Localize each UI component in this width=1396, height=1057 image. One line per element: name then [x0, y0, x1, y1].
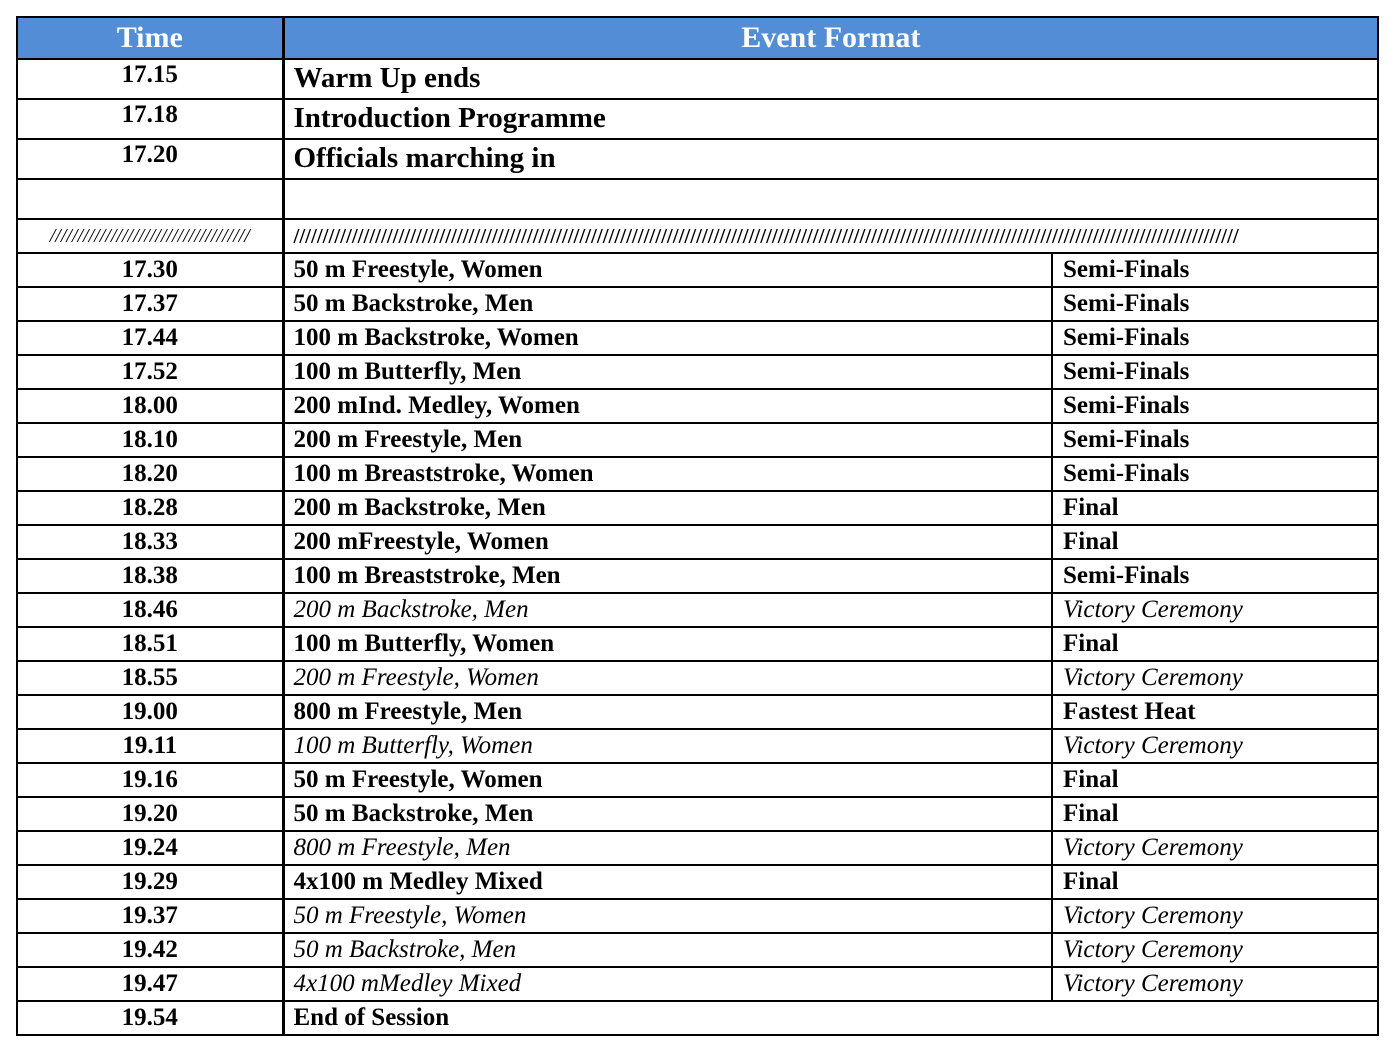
- event-name: 100 m Breaststroke, Women: [283, 457, 1052, 491]
- event-name: 100 m Butterfly, Women: [283, 627, 1052, 661]
- event-time: 18.00: [17, 389, 283, 423]
- event-time: 19.37: [17, 899, 283, 933]
- event-format: Final: [1052, 763, 1378, 797]
- separator-event: //////////////////////////////////////////////////////////////////////////////////////////////////////////////////////////////////////////////////////////////////: [283, 219, 1378, 253]
- event-time: 19.11: [17, 729, 283, 763]
- event-name: 100 m Butterfly, Men: [283, 355, 1052, 389]
- event-name: 800 m Freestyle, Men: [283, 831, 1052, 865]
- event-format: Semi-Finals: [1052, 389, 1378, 423]
- event-row: [17, 355, 1378, 389]
- event-time: 17.44: [17, 321, 283, 355]
- event-format: Final: [1052, 525, 1378, 559]
- event-row: [17, 627, 1378, 661]
- ceremony-row: [17, 831, 1378, 865]
- separator-time: ////////////////////////////////////: [17, 219, 283, 253]
- ceremony-row: [17, 661, 1378, 695]
- event-name: 100 m Breaststroke, Men: [283, 559, 1052, 593]
- event-name: 50 m Backstroke, Men: [283, 933, 1052, 967]
- time-column-header: Time: [17, 17, 283, 59]
- closing-time: 19.54: [17, 1001, 283, 1035]
- event-name: 200 m Freestyle, Women: [283, 661, 1052, 695]
- event-format: Semi-Finals: [1052, 355, 1378, 389]
- event-format: Final: [1052, 865, 1378, 899]
- event-row: [17, 457, 1378, 491]
- event-row: [17, 389, 1378, 423]
- intro-event: [283, 179, 1378, 219]
- event-time: 19.16: [17, 763, 283, 797]
- header-row: [17, 17, 1378, 59]
- event-format: Final: [1052, 797, 1378, 831]
- event-time: 17.37: [17, 287, 283, 321]
- event-name: 800 m Freestyle, Men: [283, 695, 1052, 729]
- event-time: 19.00: [17, 695, 283, 729]
- intro-row: [17, 59, 1378, 99]
- event-time: 18.33: [17, 525, 283, 559]
- event-time: 17.30: [17, 253, 283, 287]
- ceremony-row: [17, 967, 1378, 1001]
- event-time: 18.51: [17, 627, 283, 661]
- event-time: 17.52: [17, 355, 283, 389]
- event-format: Victory Ceremony: [1052, 967, 1378, 1001]
- schedule-table: [16, 16, 1379, 1036]
- ceremony-row: [17, 729, 1378, 763]
- event-row: [17, 797, 1378, 831]
- event-format: Semi-Finals: [1052, 253, 1378, 287]
- event-time: 19.24: [17, 831, 283, 865]
- closing-row: [17, 1001, 1378, 1035]
- event-row: [17, 763, 1378, 797]
- event-row: [17, 321, 1378, 355]
- event-row: [17, 865, 1378, 899]
- event-row: [17, 695, 1378, 729]
- intro-time: 17.15: [17, 59, 283, 99]
- event-format: Semi-Finals: [1052, 457, 1378, 491]
- event-name: 200 m Freestyle, Men: [283, 423, 1052, 457]
- intro-row: [17, 139, 1378, 179]
- event-format-column-header: Event Format: [283, 17, 1378, 59]
- event-time: 19.47: [17, 967, 283, 1001]
- event-row: [17, 423, 1378, 457]
- event-name: 50 m Backstroke, Men: [283, 287, 1052, 321]
- ceremony-row: [17, 593, 1378, 627]
- event-format: Victory Ceremony: [1052, 661, 1378, 695]
- event-name: 50 m Freestyle, Women: [283, 763, 1052, 797]
- separator-row: [17, 219, 1378, 253]
- intro-event: Introduction Programme: [283, 99, 1378, 139]
- event-row: [17, 525, 1378, 559]
- event-format: Victory Ceremony: [1052, 933, 1378, 967]
- intro-event: Officials marching in: [283, 139, 1378, 179]
- event-format: Victory Ceremony: [1052, 593, 1378, 627]
- event-format: Victory Ceremony: [1052, 831, 1378, 865]
- event-name: 200 m Backstroke, Men: [283, 593, 1052, 627]
- event-format: Final: [1052, 627, 1378, 661]
- event-name: 200 mFreestyle, Women: [283, 525, 1052, 559]
- event-name: 100 m Butterfly, Women: [283, 729, 1052, 763]
- event-time: 18.10: [17, 423, 283, 457]
- event-format: Final: [1052, 491, 1378, 525]
- event-name: 4x100 m Medley Mixed: [283, 865, 1052, 899]
- event-format: Victory Ceremony: [1052, 899, 1378, 933]
- event-format: Fastest Heat: [1052, 695, 1378, 729]
- intro-time: 17.20: [17, 139, 283, 179]
- ceremony-row: [17, 933, 1378, 967]
- event-time: 18.20: [17, 457, 283, 491]
- event-time: 19.29: [17, 865, 283, 899]
- event-name: 100 m Backstroke, Women: [283, 321, 1052, 355]
- intro-row-empty: [17, 179, 1378, 219]
- event-name: 50 m Freestyle, Women: [283, 899, 1052, 933]
- event-name: 4x100 mMedley Mixed: [283, 967, 1052, 1001]
- intro-row: [17, 99, 1378, 139]
- event-format: Victory Ceremony: [1052, 729, 1378, 763]
- event-format: Semi-Finals: [1052, 423, 1378, 457]
- closing-event: End of Session: [283, 1001, 1378, 1035]
- event-format: Semi-Finals: [1052, 287, 1378, 321]
- intro-time: 17.18: [17, 99, 283, 139]
- intro-event: Warm Up ends: [283, 59, 1378, 99]
- event-row: [17, 559, 1378, 593]
- event-name: 200 m Backstroke, Men: [283, 491, 1052, 525]
- ceremony-row: [17, 899, 1378, 933]
- event-time: 19.42: [17, 933, 283, 967]
- event-format: Semi-Finals: [1052, 559, 1378, 593]
- event-time: 18.28: [17, 491, 283, 525]
- event-row: [17, 491, 1378, 525]
- event-time: 18.46: [17, 593, 283, 627]
- event-row: [17, 253, 1378, 287]
- schedule-body: [17, 59, 1378, 1035]
- event-time: 18.55: [17, 661, 283, 695]
- intro-time: [17, 179, 283, 219]
- event-name: 200 mInd. Medley, Women: [283, 389, 1052, 423]
- event-time: 18.38: [17, 559, 283, 593]
- event-row: [17, 287, 1378, 321]
- event-name: 50 m Freestyle, Women: [283, 253, 1052, 287]
- event-time: 19.20: [17, 797, 283, 831]
- event-name: 50 m Backstroke, Men: [283, 797, 1052, 831]
- event-format: Semi-Finals: [1052, 321, 1378, 355]
